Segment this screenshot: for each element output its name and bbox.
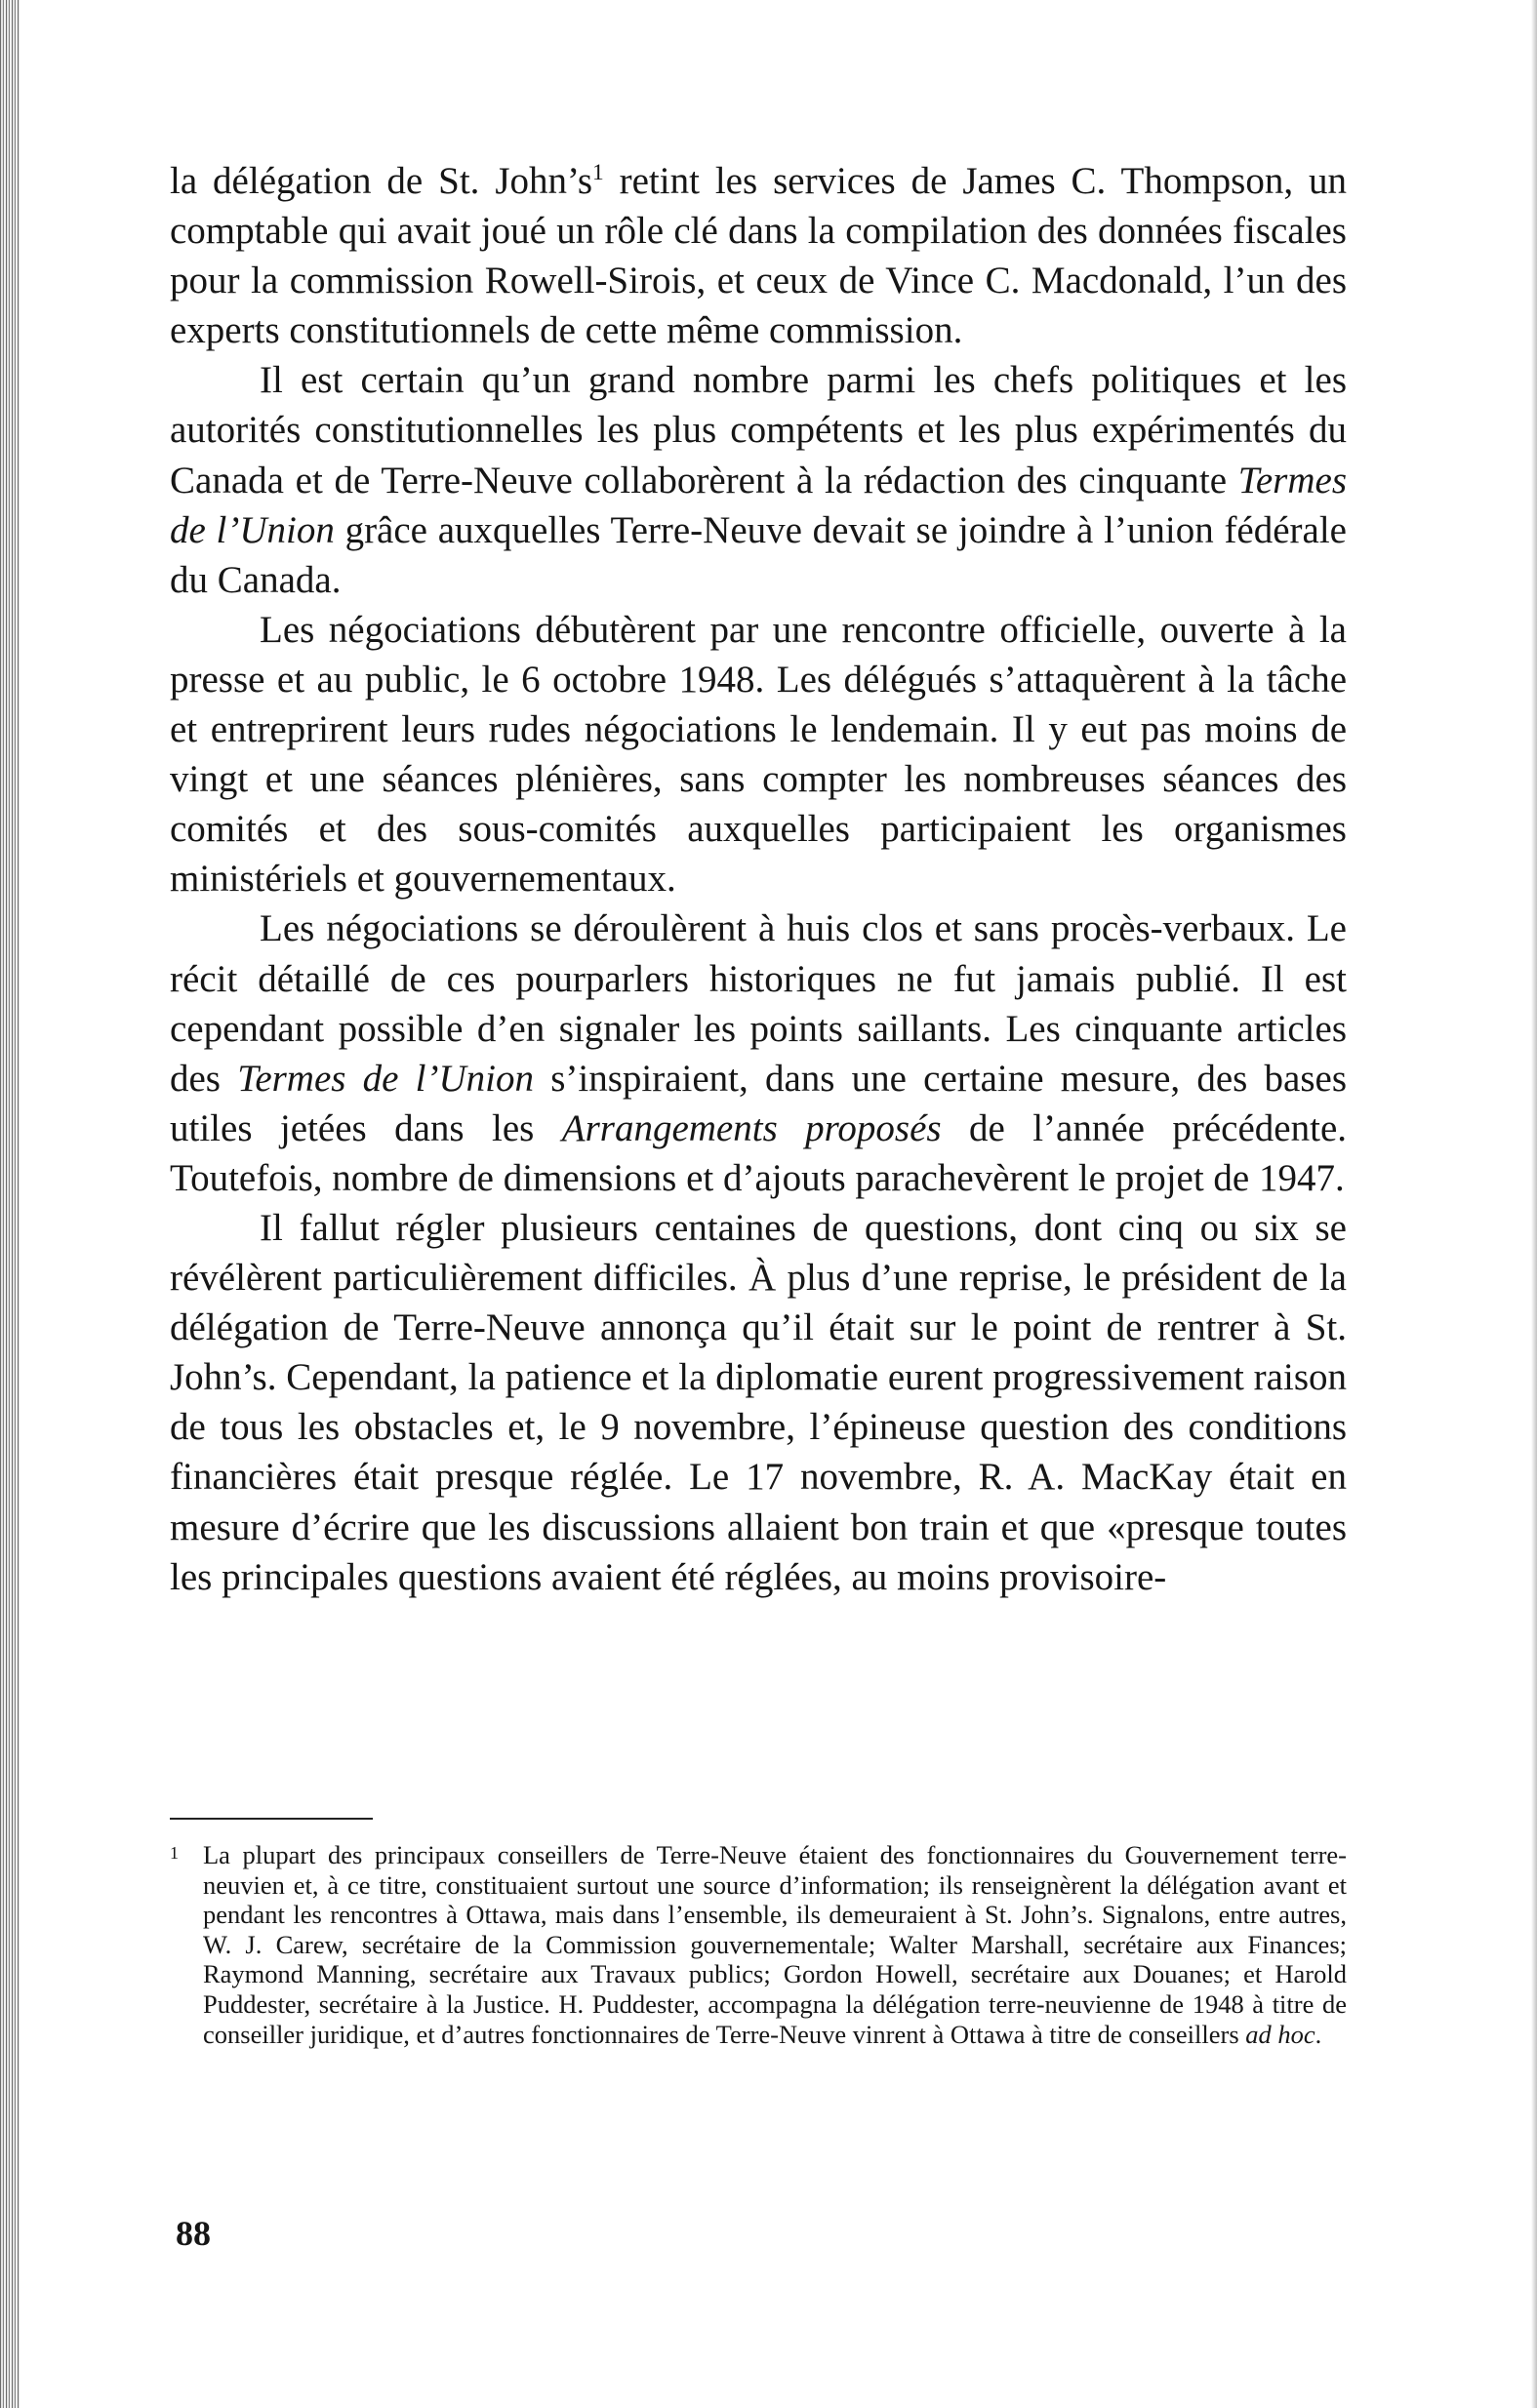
paragraph-4-italic-2: Arrangements proposés: [561, 1106, 942, 1149]
paragraph-4: [170, 903, 1347, 1203]
footnote-1: [170, 1840, 1347, 2049]
paragraph-3: Les négociations débutèrent par une rencontre officielle, ouverte à la presse et au public, le 6 octobre 1948. Les délégués s’attaquèrent à la tâche et entreprirent leurs rudes négociations le lendemain. Il y eut pas moins de vingt et une séances plénières, sans compter les nombreuses séances des comités et des sous-comités auxquelles participaient les organismes ministériels et gouvernementaux.: [170, 608, 1347, 901]
footnote-mark: 1: [170, 1843, 179, 1863]
paragraph-2-text-b: grâce auxquelles Terre-Neuve devait se joindre à l’union fédérale du Canada.: [170, 508, 1347, 601]
paragraph-1: [170, 156, 1347, 355]
paragraph-4-text-c: de l’année précédente. Toutefois, nombre de dimensions et d’ajouts parachevèrent le projet de 1947.: [170, 1106, 1348, 1199]
scan-right-edge: [1531, 0, 1537, 2408]
footnote-separator: [170, 1818, 373, 1820]
paragraph-5: Il fallut régler plusieurs centaines de questions, dont cinq ou six se révélèrent particulièrement difficiles. À plus d’une reprise, le président de la délégation de Terre-Neuve annonça qu’il était sur le point de rentrer à St. John’s. Cependant, la patience et la diplomatie eurent progressivement raison de tous les obstacles et, le 9 novembre, l’épineuse question des conditions financières était presque réglée. Le 17 novembre, R. A. MacKay était en mesure d’écrire que les discussions allaient bon train et que «presque toutes les principales questions avaient été réglées, au moins provisoire-: [170, 1206, 1347, 1598]
footnote: [170, 1840, 1347, 2049]
paragraph-1-text-a: la délégation de St. John’s: [170, 160, 593, 202]
paragraph-1-text-b: retint les services de James C. Thompson, un comptable qui avait joué un rôle clé dans la compilation des données fiscales pour la commission Rowell-Sirois, et ceux de Vince C. Macdonald, l’un des experts constitutionnels de cette même commission.: [170, 160, 1348, 352]
page-number: 88: [176, 2214, 211, 2253]
paragraph-4-text-a: Les négociations se déroulèrent à huis clos et sans procès-verbaux. Le récit détaillé de ces pourparlers historiques ne fut jamais publié. Il est cependant possible d’en signaler les points saillants. Les cinquante articles des: [170, 907, 1347, 1100]
footnote-italic: ad hoc: [1245, 2019, 1315, 2049]
paragraph-2-text-a: Il est certain qu’un grand nombre parmi les chefs politiques et les autorités constitutionnelles les plus compétents et les plus expérimentés du Canada et de Terre-Neuve collaborèrent à la rédaction des cinquante: [170, 359, 1347, 502]
footnote-reference[interactable]: 1: [592, 160, 604, 185]
paragraph-2: [170, 355, 1347, 604]
main-text: [170, 156, 1347, 1602]
scan-binding-edge: [0, 0, 20, 2408]
paragraph-2-italic: Termes de l’Union: [170, 459, 1347, 551]
footnote-end: .: [1315, 2019, 1322, 2049]
paragraph-4-italic-1: Termes de l’Union: [237, 1057, 534, 1100]
footnote-text: La plupart des principaux conseillers de Terre-Neuve étaient des fonctionnaires du Gouvernement terre-neuvien et, à ce titre, constituaient surtout une source d’information; ils renseignèrent la délégation avant et pendant les rencontres à Ottawa, mais dans l’ensemble, ils demeuraient à St. John’s. Signalons, entre autres, W. J. Carew, secrétaire de la Commission gouvernementale; Walter Marshall, secrétaire aux Finances; Raymond Manning, secrétaire aux Travaux publics; Gordon Howell, secrétaire aux Douanes; et Harold Puddester, secrétaire à la Justice. H. Puddester, accompagna la délégation terre-neuvienne de 1948 à titre de conseiller juridique, et d’autres fonctionnaires de Terre-Neuve vinrent à Ottawa à titre de conseillers: [203, 1840, 1347, 2049]
paragraph-4-text-b: s’inspiraient, dans une certaine mesure, des bases utiles jetées dans les: [170, 1057, 1347, 1149]
